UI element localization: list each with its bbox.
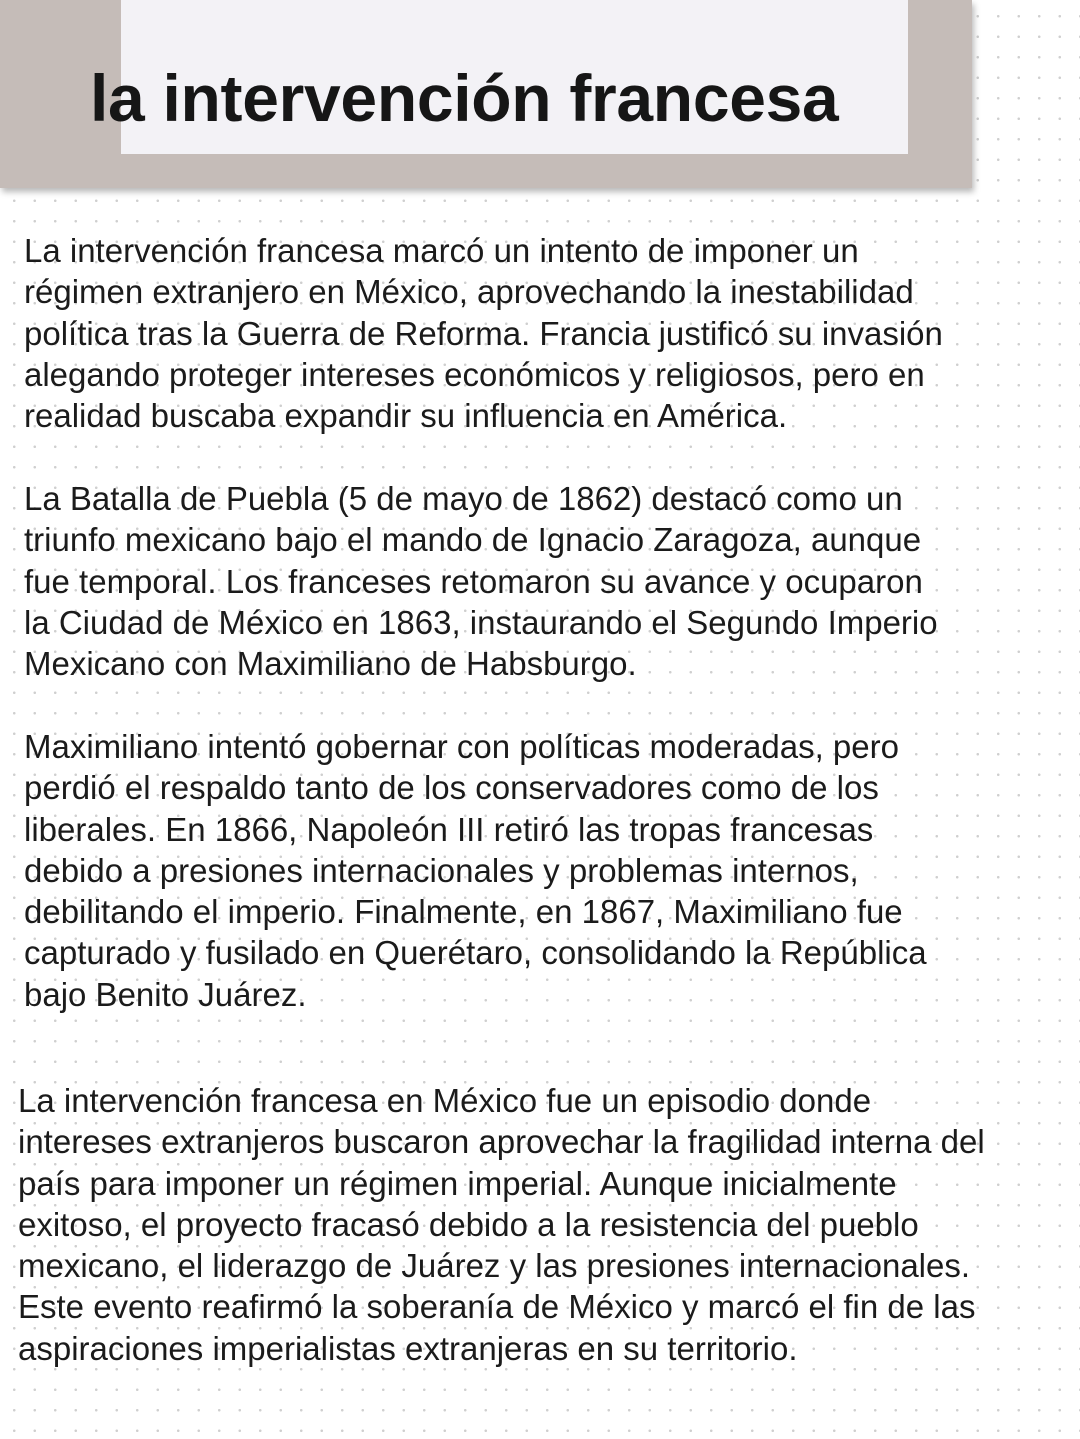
- text-line: política tras la Guerra de Reforma. Francia justificó su invasión: [24, 314, 943, 352]
- paragraph-batalla-de-puebla: [24, 478, 938, 684]
- paragraph-maximiliano: [24, 726, 927, 1015]
- text-line: La intervención francesa marcó un intento de imponer un: [24, 232, 859, 269]
- text-line: capturado y fusilado en Querétaro, consolidando la República: [24, 934, 927, 972]
- text-line: Maximiliano intentó gobernar con políticas moderadas, pero: [24, 728, 899, 765]
- text-line: Este evento reafirmó la soberanía de México y marcó el fin de las: [18, 1288, 976, 1326]
- text-line: exitoso, el proyecto fracasó debido a la resistencia del pueblo: [18, 1205, 919, 1243]
- text-line: fue temporal. Los franceses retomaron su avance y ocuparon: [24, 562, 923, 600]
- paragraph-intro: [24, 230, 943, 436]
- text-line: debido a presiones internacionales y problemas internos,: [24, 851, 859, 889]
- text-line: Mexicano con Maximiliano de Habsburgo.: [24, 645, 637, 683]
- text-line: la Ciudad de México en 1863, instaurando el Segundo Imperio: [24, 603, 938, 641]
- text-line: régimen extranjero en México, aprovechando la inestabilidad: [24, 273, 914, 311]
- text-line: aspiraciones imperialistas extranjeras en su territorio.: [18, 1329, 798, 1367]
- text-line: intereses extranjeros buscaron aprovechar la fragilidad interna del: [18, 1123, 985, 1161]
- text-line: país para imponer un régimen imperial. Aunque inicialmente: [18, 1164, 897, 1202]
- paragraph-conclusion: [18, 1080, 985, 1369]
- text-line: perdió el respaldo tanto de los conservadores como de los: [24, 769, 879, 807]
- text-line: triunfo mexicano bajo el mando de Ignacio Zaragoza, aunque: [24, 521, 922, 559]
- text-line: liberales. En 1866, Napoleón III retiró las tropas francesas: [24, 810, 874, 848]
- text-line: realidad buscaba expandir su influencia en América.: [24, 397, 788, 435]
- page-title: la intervención francesa: [90, 61, 839, 135]
- text-line: debilitando el imperio. Finalmente, en 1867, Maximiliano fue: [24, 893, 903, 931]
- text-line: alegando proteger intereses económicos y religiosos, pero en: [24, 355, 925, 393]
- text-line: La intervención francesa en México fue un episodio donde: [18, 1082, 872, 1119]
- text-line: mexicano, el liderazgo de Juárez y las presiones internacionales.: [18, 1247, 971, 1285]
- text-line: bajo Benito Juárez.: [24, 975, 307, 1013]
- text-line: La Batalla de Puebla (5 de mayo de 1862) destacó como un: [24, 480, 903, 517]
